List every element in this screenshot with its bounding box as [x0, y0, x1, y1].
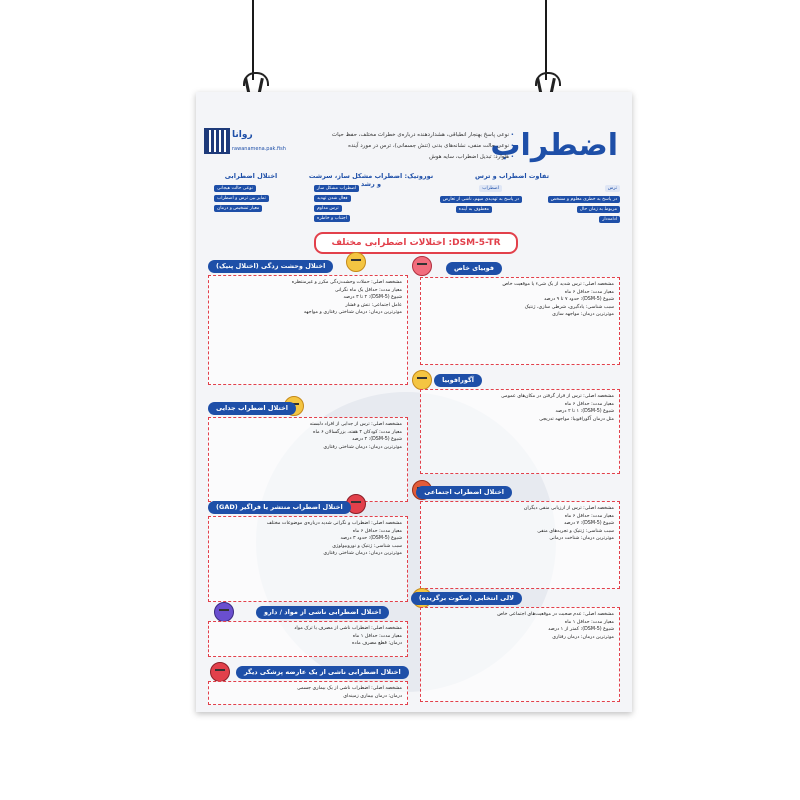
section-line: مشخصه اصلی: ترس شدید از یک شیء یا موقعیت خاص: [502, 282, 614, 287]
section-title-agoraphobia: آگورافوبیا: [434, 374, 482, 387]
logo-url: rawanamena.pak.fish: [232, 146, 286, 152]
intro-list: [304, 130, 514, 163]
section-line: مشخصه اصلی: ترس از ارزیابی منفی دیگران: [523, 506, 614, 511]
disorder-heading: اختلال اضطرابی: [224, 172, 278, 180]
section-line: معیار مدت: حداقل ۱ ماه: [564, 619, 614, 625]
section-title-gad: اختلال اضطراب منتشر یا فراگیر (GAD): [208, 501, 351, 514]
intro-item: • نوعی حالت منفی، نشانه‌های بدنی (تنش جسمانی)، ترس در مورد آینده: [304, 141, 514, 152]
section-box-medical: [208, 681, 408, 705]
neurotic-chip: اضطراب مشکل ساز: [314, 185, 359, 192]
section-line: شیوع (DSM-5): ۴ درصد: [351, 437, 402, 442]
logo-name: روانا: [232, 130, 253, 140]
difference-chip: مربوط به زمان حال: [577, 206, 620, 213]
neurotic-chip: فعال شدن تهدید: [314, 195, 351, 202]
qr-code-icon: [206, 130, 228, 152]
section-line: موثرترین درمان: شناخت درمانی: [549, 536, 614, 541]
hanging-wire-right: [545, 0, 547, 80]
section-line: درمان: قطع مصرف ماده: [351, 641, 402, 646]
section-line: سبب شناسی: یادگیری، شرطی سازی، ژنتیک: [524, 304, 614, 310]
section-box-panic: [208, 275, 408, 385]
section-line: شیوع (DSM-5): حدود ۷ تا ۹ درصد: [544, 297, 614, 302]
section-line: موثرترین درمان: درمان شناختی رفتاری: [323, 444, 402, 450]
section-box-social: [420, 501, 620, 589]
section-line: مشخصه اصلی: حملات وحشت‌زدگی مکرر و غیرمنتظره: [291, 280, 402, 285]
disorder-chip: نوعی حالت هیجانی: [214, 185, 256, 192]
section-line: مشخصه اصلی: اضطراب ناشی از یک بیماری جسمی: [297, 686, 402, 691]
section-line: شیوع (DSM-5): کمتر از ۱ درصد: [548, 627, 614, 632]
intro-item: • نوعی پاسخ بهنجار انطباقی، هشداردهنده درباره‌ی خطرات مختلف، حفظ حیات: [304, 130, 514, 141]
section-line: مشخصه اصلی: ترس از قرار گرفتن در مکان‌های عمومی: [501, 394, 614, 399]
hanging-wire-left: [252, 0, 254, 80]
section-box-phobia: [420, 277, 620, 365]
section-box-separation: [208, 417, 408, 502]
section-line: موثرترین درمان: درمان شناختی رفتاری: [323, 551, 402, 556]
dsm-banner: DSM-5-TR: اختلالات اضطرابی مختلف: [314, 232, 518, 254]
section-line: معیار مدت: حداقل ۶ ماه: [564, 401, 614, 407]
section-line: موثرترین درمان: مواجهه سازی: [552, 312, 614, 317]
section-line: سبب شناسی: ژنتیک و تجربه‌های منفی: [537, 528, 614, 534]
section-box-gad: [208, 516, 408, 602]
section-line: مشخصه اصلی: اضطراب و نگرانی شدید درباره‌ی موضوعات مختلف: [266, 521, 402, 526]
section-line: عامل اجتماعی: تنش و فشار: [345, 302, 402, 308]
section-title-separation: اختلال اضطراب جدایی: [208, 402, 296, 415]
difference-chip: معطوف به آینده: [456, 206, 492, 213]
section-line: موثرترین درمان: درمان رفتاری: [552, 634, 614, 640]
section-title-social: اختلال اضطراب اجتماعی: [416, 486, 512, 499]
phobia-mascot-icon: [412, 256, 432, 276]
section-box-substance: [208, 621, 408, 657]
section-box-mutism: [420, 607, 620, 702]
difference-chip: در پاسخ به تهدیدی مبهم، ناشی از تعارض: [440, 196, 522, 203]
neurotic-heading: نوروتیک: اضطراب مشکل ساز، سرشت و رشد: [308, 172, 434, 188]
anxiety-poster: [196, 92, 632, 712]
panic-mascot-icon: [346, 252, 366, 272]
section-line: مشخصه اصلی: عدم صحبت در موقعیت‌های اجتماعی خاص: [497, 612, 614, 617]
section-title-panic: اختلال وحشت زدگی (اختلال پنیک): [208, 260, 333, 273]
section-line: مشخصه اصلی: اضطراب ناشی از مصرف یا ترک مواد: [294, 626, 402, 631]
difference-heading: تفاوت اضطراب و ترس: [474, 172, 550, 180]
section-line: معیار مدت: حداقل یک ماه نگرانی: [334, 287, 402, 293]
section-line: مشخصه اصلی: ترس از جدایی از افراد دلبسته: [309, 422, 402, 427]
section-title-medical: اختلال اضطرابی ناشی از یک عارضه پزشکی دیگر: [236, 666, 409, 679]
section-line: شیوع (DSM-5): ۲ تا ۳ درصد: [343, 295, 402, 300]
section-line: شیوع (DSM-5): ۷ درصد: [563, 521, 614, 526]
section-line: موثرترین درمان: درمان شناختی رفتاری و مواجهه: [303, 310, 402, 315]
poster-title: اضطراب: [490, 128, 618, 163]
neurotic-chip: اجتناب و خاطره: [314, 215, 350, 222]
substance-mascot-icon: [214, 602, 234, 622]
section-line: مثل درمان آگورافوبیا: مواجهه تدریجی: [539, 416, 614, 422]
section-line: معیار مدت: حداقل ۶ ماه: [564, 513, 614, 519]
disorder-chip: تمایز بین ترس و اضطراب: [214, 195, 269, 202]
difference-chip: ترس: [605, 185, 620, 192]
difference-chip: در پاسخ به خطری معلوم و مشخص: [548, 196, 620, 203]
section-title-phobia: فوبیای خاص: [446, 262, 502, 275]
difference-chip: ادامه‌دار: [599, 216, 620, 223]
section-line: معیار مدت: کودکان ۴ هفته، بزرگسالان ۶ ماه: [313, 429, 402, 435]
neurotic-chip: ترس مداوم: [314, 205, 342, 212]
section-line: معیار مدت: حداقل ۶ ماه: [564, 289, 614, 295]
section-box-agoraphobia: [420, 389, 620, 474]
intro-item: • هاوارد: تبدیل اضطراب، سایه هوش: [304, 152, 514, 163]
section-line: سبب شناسی: ژنتیک و نوروبیولوژی: [332, 543, 402, 549]
section-title-substance: اختلال اضطرابی ناشی از مواد / دارو: [256, 606, 389, 619]
agoraphobia-mascot-icon: [412, 370, 432, 390]
section-line: شیوع (DSM-5): ۱ تا ۲ درصد: [555, 409, 614, 414]
medical-mascot-icon: [210, 662, 230, 682]
section-line: معیار مدت: حداقل ۶ ماه: [352, 528, 402, 534]
section-line: معیار مدت: حداقل ۱ ماه: [352, 633, 402, 639]
disorder-chip: معیار تشخیص و درمان: [214, 205, 262, 212]
section-title-mutism: لالی انتخابی (سکوت برگزیده): [411, 592, 522, 605]
section-line: شیوع (DSM-5): حدود ۳ درصد: [340, 536, 402, 541]
difference-chip: اضطراب: [479, 185, 502, 192]
section-line: درمان: درمان بیماری زمینه‌ای: [343, 693, 402, 699]
